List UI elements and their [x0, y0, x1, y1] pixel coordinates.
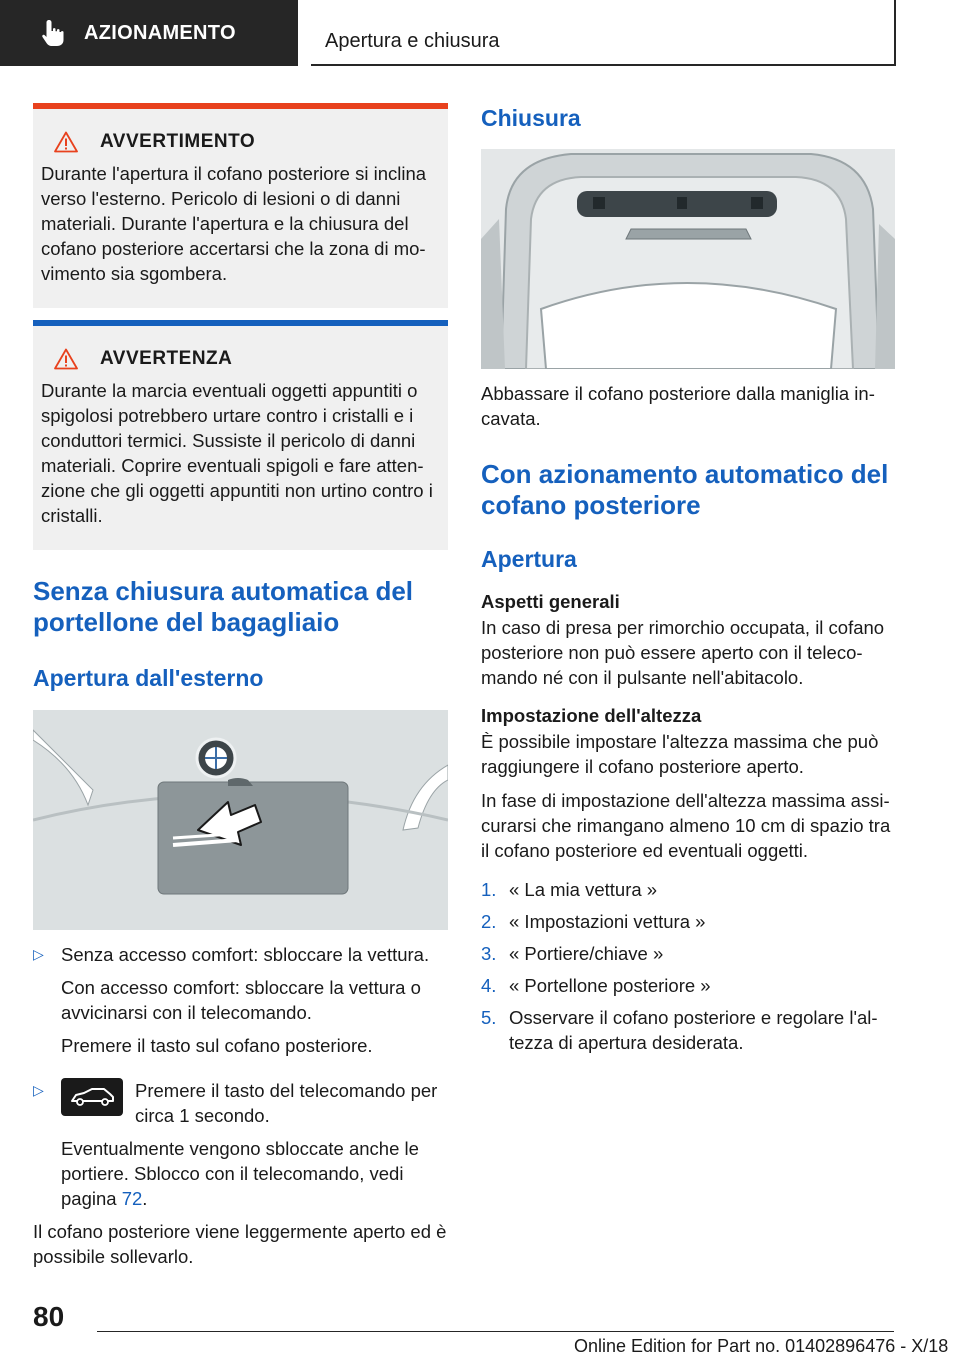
subheading-opening: Apertura [481, 546, 577, 572]
step-text: « Portiere/chiave » [509, 943, 664, 964]
page-number: 80 [33, 1301, 65, 1332]
height-text-2: In fase di impostazione dell'altezza massima assi-curarsi che rimangano almeno 10 cm di spazio tra il cofano posteriore ed eventuali oggetti. [481, 790, 891, 861]
bullet2-line1: Premere il tasto del telecomando per circa 1 secondo. [135, 1080, 438, 1126]
tailgate-button-drawing [33, 710, 448, 930]
heading-closing: Chiusura [481, 105, 581, 131]
page-reference-link[interactable]: 72 [121, 1188, 143, 1209]
bullet1-line2: Con accesso comfort: sbloccare la vettura o avvicinarsi con il telecomando. [61, 977, 421, 1023]
step-text: « Portellone posteriore » [509, 975, 711, 996]
step-number: 2. [481, 911, 497, 932]
list-item [481, 877, 895, 902]
list-item [481, 941, 895, 966]
height-text-1: È possibile impostare l'altezza massima che può raggiungere il cofano posteriore aperto. [481, 731, 879, 777]
list-item [481, 973, 895, 998]
list-item [481, 1005, 895, 1055]
remote-tailgate-button-icon [61, 1078, 123, 1116]
closing-caption: Abbassare il cofano posteriore dalla maniglia in-cavata. [481, 383, 875, 429]
subheading-opening-outside: Apertura dall'esterno [33, 665, 264, 691]
steps-list [481, 877, 895, 1055]
caution-title: AVVERTENZA [100, 348, 233, 369]
tailgate-handle-illustration [481, 149, 895, 369]
list-item [481, 909, 895, 934]
section-title: AZIONAMENTO [84, 21, 236, 44]
general-title: Aspetti generali [481, 591, 620, 612]
step-number: 3. [481, 943, 497, 964]
warning-box [33, 103, 448, 308]
step-text: Osservare il cofano posteriore e regolare l'al-tezza di apertura desiderata. [509, 1007, 878, 1053]
step-number: 5. [481, 1007, 497, 1028]
bullet2-text: Eventualmente vengono sbloccate anche le portiere. Sblocco con il telecomando, vedi pagina [61, 1138, 419, 1209]
general-text: In caso di presa per rimorchio occupata, il cofano posteriore non può essere aperto con il teleco-mando né con il pulsante nell'abitacolo. [481, 617, 885, 688]
list-item [33, 1078, 448, 1211]
tailgate-handle-drawing [481, 149, 895, 369]
caution-triangle-icon [54, 348, 78, 370]
footer-edition: Online Edition for Part no. 01402896476 - X/18 [574, 1336, 949, 1356]
bullet1-line3: Premere il tasto sul cofano posteriore. [61, 1035, 373, 1056]
height-title: Impostazione dell'altezza [481, 705, 702, 726]
hand-pointer-icon [40, 18, 66, 48]
warning-title: AVVERTIMENTO [100, 131, 256, 152]
section-heading-auto: Con azionamento automatico del cofano posteriore [481, 459, 889, 520]
step-text: « Impostazioni vettura » [509, 911, 706, 932]
caution-box [33, 320, 448, 550]
bullet2-period: . [142, 1188, 148, 1209]
bullet1-line1: Senza accesso comfort: sbloccare la vettura. [61, 944, 430, 965]
opening-closing-text: Il cofano posteriore viene leggermente aperto ed è possibile sollevarlo. [33, 1221, 447, 1267]
tailgate-button-illustration [33, 710, 448, 930]
chapter-header [311, 0, 896, 66]
step-number: 4. [481, 975, 497, 996]
step-number: 1. [481, 879, 497, 900]
right-column [481, 100, 895, 1062]
left-column [33, 103, 448, 1269]
bullet-triangle-icon: ▷ [33, 1082, 44, 1098]
chapter-title: Apertura e chiusura [325, 30, 500, 52]
footer-divider [97, 1331, 894, 1332]
section-heading-no-auto: Senza chiusura automatica del portellone del bagagliaio [33, 576, 414, 637]
step-text: « La mia vettura » [509, 879, 658, 900]
bullet-triangle-icon: ▷ [33, 946, 44, 962]
bullet2-line2 [61, 1136, 448, 1211]
caution-text: Durante la marcia eventuali oggetti appuntiti o spigolosi potrebbero urtare contro i cristalli e i conduttori termici. Sussiste il pericolo di danni materiali. Coprire eventuali spigoli e fare atten-zione che gli oggetti appuntiti non urtino contro i cristalli. [41, 380, 433, 526]
warning-text: Durante l'apertura il cofano posteriore si inclina verso l'esterno. Pericolo di lesioni o di danni materiali. Durante l'apertura e la chiusura del cofano posteriore accertarsi che la zona di mo-vimento sia sgombera. [41, 163, 427, 284]
section-tab [0, 0, 298, 66]
warning-triangle-icon [54, 131, 78, 153]
list-item [33, 942, 448, 1058]
